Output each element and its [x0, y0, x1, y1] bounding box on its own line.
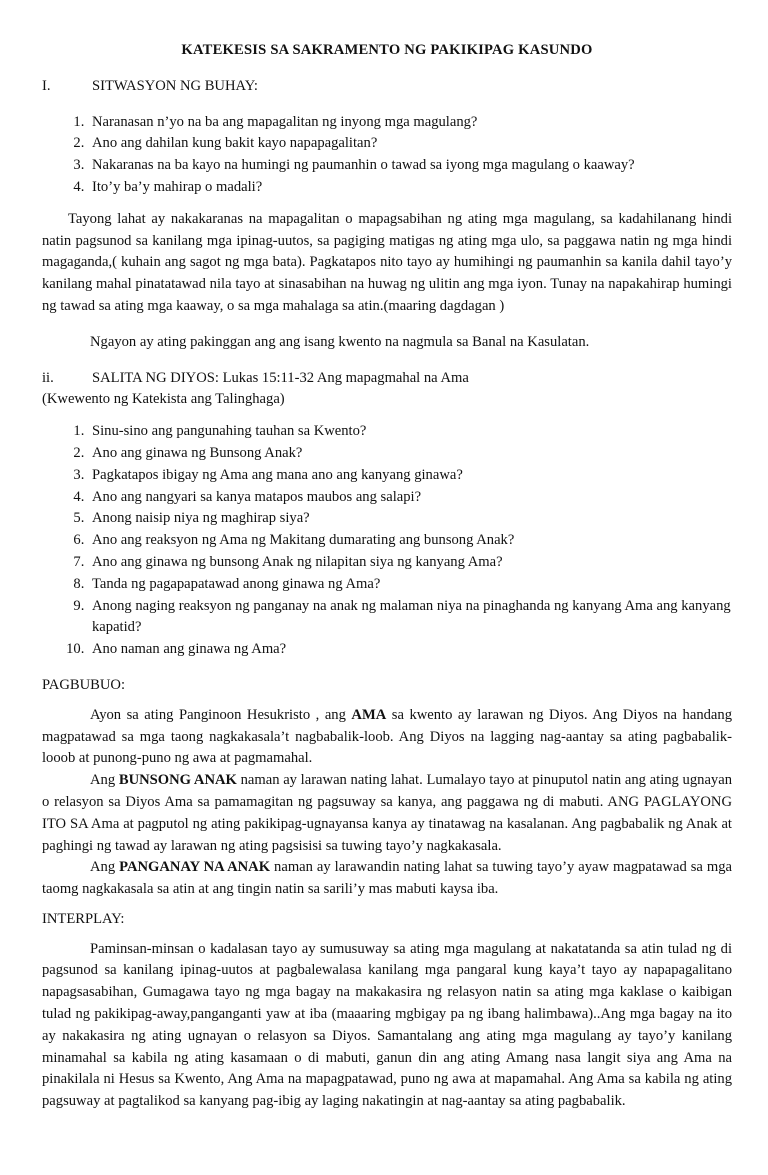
- pagbubuo-paragraph-panganay: [42, 857, 732, 901]
- list-item: 8. Tanda ng pagapapatawad anong ginawa ng Ama?: [88, 574, 732, 596]
- pagbubuo-paragraph-ama: [42, 705, 732, 770]
- text-span: sa kwento ay larawan ng Diyos. Ang Diyos na handang magpatawad sa mga taong nagkakasala’t nagbabalik-loob. Ang Diyos na lagging nag-aantay sa ating pagbabalik-looob at punong-puno ng awa at pagmamahal.: [42, 706, 732, 767]
- section-2-title: SALITA NG DIYOS: Lukas 15:11-32 Ang mapagmahal na Ama: [92, 369, 469, 386]
- list-item: 6. Ano ang reaksyon ng Ama ng Makitang dumarating ang bunsong Anak?: [88, 530, 732, 552]
- section-2-number: ii.: [42, 369, 54, 386]
- list-item: 4. Ano ang nangyari sa kanya matapos maubos ang salapi?: [88, 487, 732, 509]
- list-item: 1. Sinu-sino ang pangunahing tauhan sa Kwento?: [88, 421, 732, 443]
- list-item: 4. Ito’y ba’y mahirap o madali?: [88, 177, 732, 199]
- section-4-heading: INTERPLAY:: [42, 910, 125, 927]
- text-span: naman ay larawandin nating lahat sa tuwing tayo’y ayaw magpatawad sa mga taomg nagkakasala sa atin at ang tingin natin sa sarili’y mas mabuti kaysa iba.: [42, 859, 732, 898]
- section-1-title: SITWASYON NG BUHAY:: [92, 77, 258, 94]
- section-2-question-list: [42, 421, 732, 661]
- emphasis-panganay-na-anak: PANGANAY NA ANAK: [119, 859, 271, 876]
- section-1-transition: Ngayon ay ating pakinggan ang ang isang kwento na nagmula sa Banal na Kasulatan.: [90, 333, 590, 350]
- list-item: 9. Anong naging reaksyon ng panganay na anak ng malaman niya na pinaghanda ng kanyang Ama ang kanyang kapatid?: [88, 596, 732, 640]
- document-title: KATEKESIS SA SAKRAMENTO NG PAKIKIPAG KASUNDO: [181, 42, 593, 58]
- list-item: 3. Nakaranas na ba kayo na humingi ng paumanhin o tawad sa iyong mga magulang o kaaway?: [88, 155, 732, 177]
- list-item: 2. Ano ang ginawa ng Bunsong Anak?: [88, 443, 732, 465]
- text-span: Ang: [90, 772, 119, 789]
- list-item: 5. Anong naisip niya ng maghirap siya?: [88, 508, 732, 530]
- list-item: 7. Ano ang ginawa ng bunsong Anak ng nilapitan siya ng kanyang Ama?: [88, 552, 732, 574]
- section-1-heading: [42, 76, 732, 98]
- pagbubuo-paragraph-bunsong-anak: [42, 770, 732, 857]
- list-item: 3. Pagkatapos ibigay ng Ama ang mana ano ang kanyang ginawa?: [88, 465, 732, 487]
- list-item: 10. Ano naman ang ginawa ng Ama?: [88, 639, 732, 661]
- section-1-number: I.: [42, 77, 51, 94]
- section-2-subtitle: (Kwewento ng Katekista ang Talinghaga): [42, 391, 285, 408]
- section-1-question-list: [42, 112, 732, 199]
- text-span: Ang: [90, 859, 120, 876]
- interplay-paragraph: Paminsan-minsan o kadalasan tayo ay sumusuway sa ating mga magulang at nakatatanda sa atin tulad ng di pagsunod sa kanilang ipinag-uutos at pagbalewalasa kanilang mga pangaral kung kaya’t tayo ay napapagalitano napagsasabihan, Gumagawa tayo ng mga bagay na makakasira ng relasyon natin sa ating mga kaklase o kaibigan tulad ng pakikipag-away,panganganti yaw at iba (maaaring mgbigay pa ng ibang halimbawa)..Ang mga bagay na ito ay nakakasira ng ating ugnayan o relasyon sa Diyos. Samantalang ang ating mga magulang ay tayo’y kanilang minamahal sa kabila ng ating kasamaan o di mabuti, ganun din ang ating Amang nasa langit siya ang Ama na pinakilala ni Hesus sa Kwento, Ang Ama na mapagpatawad, puno ng awa at mapamahal. Ang Ama sa kabila ng ating pagsuway at pagtalikod sa kanyang pag-ibig ay laging nakatingin at nag-aantay sa ating pagbabalik.: [42, 940, 732, 1110]
- list-item: 1. Naranasan n’yo na ba ang mapagalitan ng inyong mga magulang?: [88, 112, 732, 134]
- document-page: [42, 40, 732, 1113]
- emphasis-ama: AMA: [351, 706, 387, 723]
- list-item: 2. Ano ang dahilan kung bakit kayo napapagalitan?: [88, 133, 732, 155]
- section-1-paragraph: Tayong lahat ay nakakaranas na mapagalitan o mapagsabihan ng ating mga magulang, sa kadahilanang hindi natin pagsunod sa kanilang mga ipinag-uutos, sa pagiging matigas ng ating mga ulo, sa paggawa natin ng mga hindi magaganda,( kuhain ang sagot ng mga bata). Pagkatapos nito tayo ay humihingi ng paumanhin sa kanila dahil tayo’y kanilang mahal pinatatawad nila tayo at sinasabihan na huwag ng ulitin ang mga iyon. Tunay na napakahirap humingi ng tawad sa ating mga kaaway, o sa mga mahalaga sa atin.(maaring dagdagan ): [42, 210, 732, 314]
- section-2-heading: [42, 368, 732, 390]
- emphasis-bunsong-anak: BUNSONG ANAK: [118, 772, 237, 789]
- text-span: Ayon sa ating Panginoon Hesukristo , ang: [90, 706, 352, 723]
- text-span: naman ay larawan nating lahat. Lumalayo tayo at pinuputol natin ang ating ugnayan o relasyon sa Diyos Ama sa pamamagitan ng pagsuway sa kanya, ang paggawa ng di mabuti. ANG PAGLAYONG ITO SA Ama at pagputol ng ating pakikipag-ugnayansa kanya ay tinatawag na kasalanan. Ang pagbabalik ng Anak at paghingi ng tawad ay larawan ng ating pagsisisi sa tuwing tayo’y nagkakasala.: [42, 772, 732, 854]
- section-3-heading: PAGBUBUO:: [42, 676, 125, 693]
